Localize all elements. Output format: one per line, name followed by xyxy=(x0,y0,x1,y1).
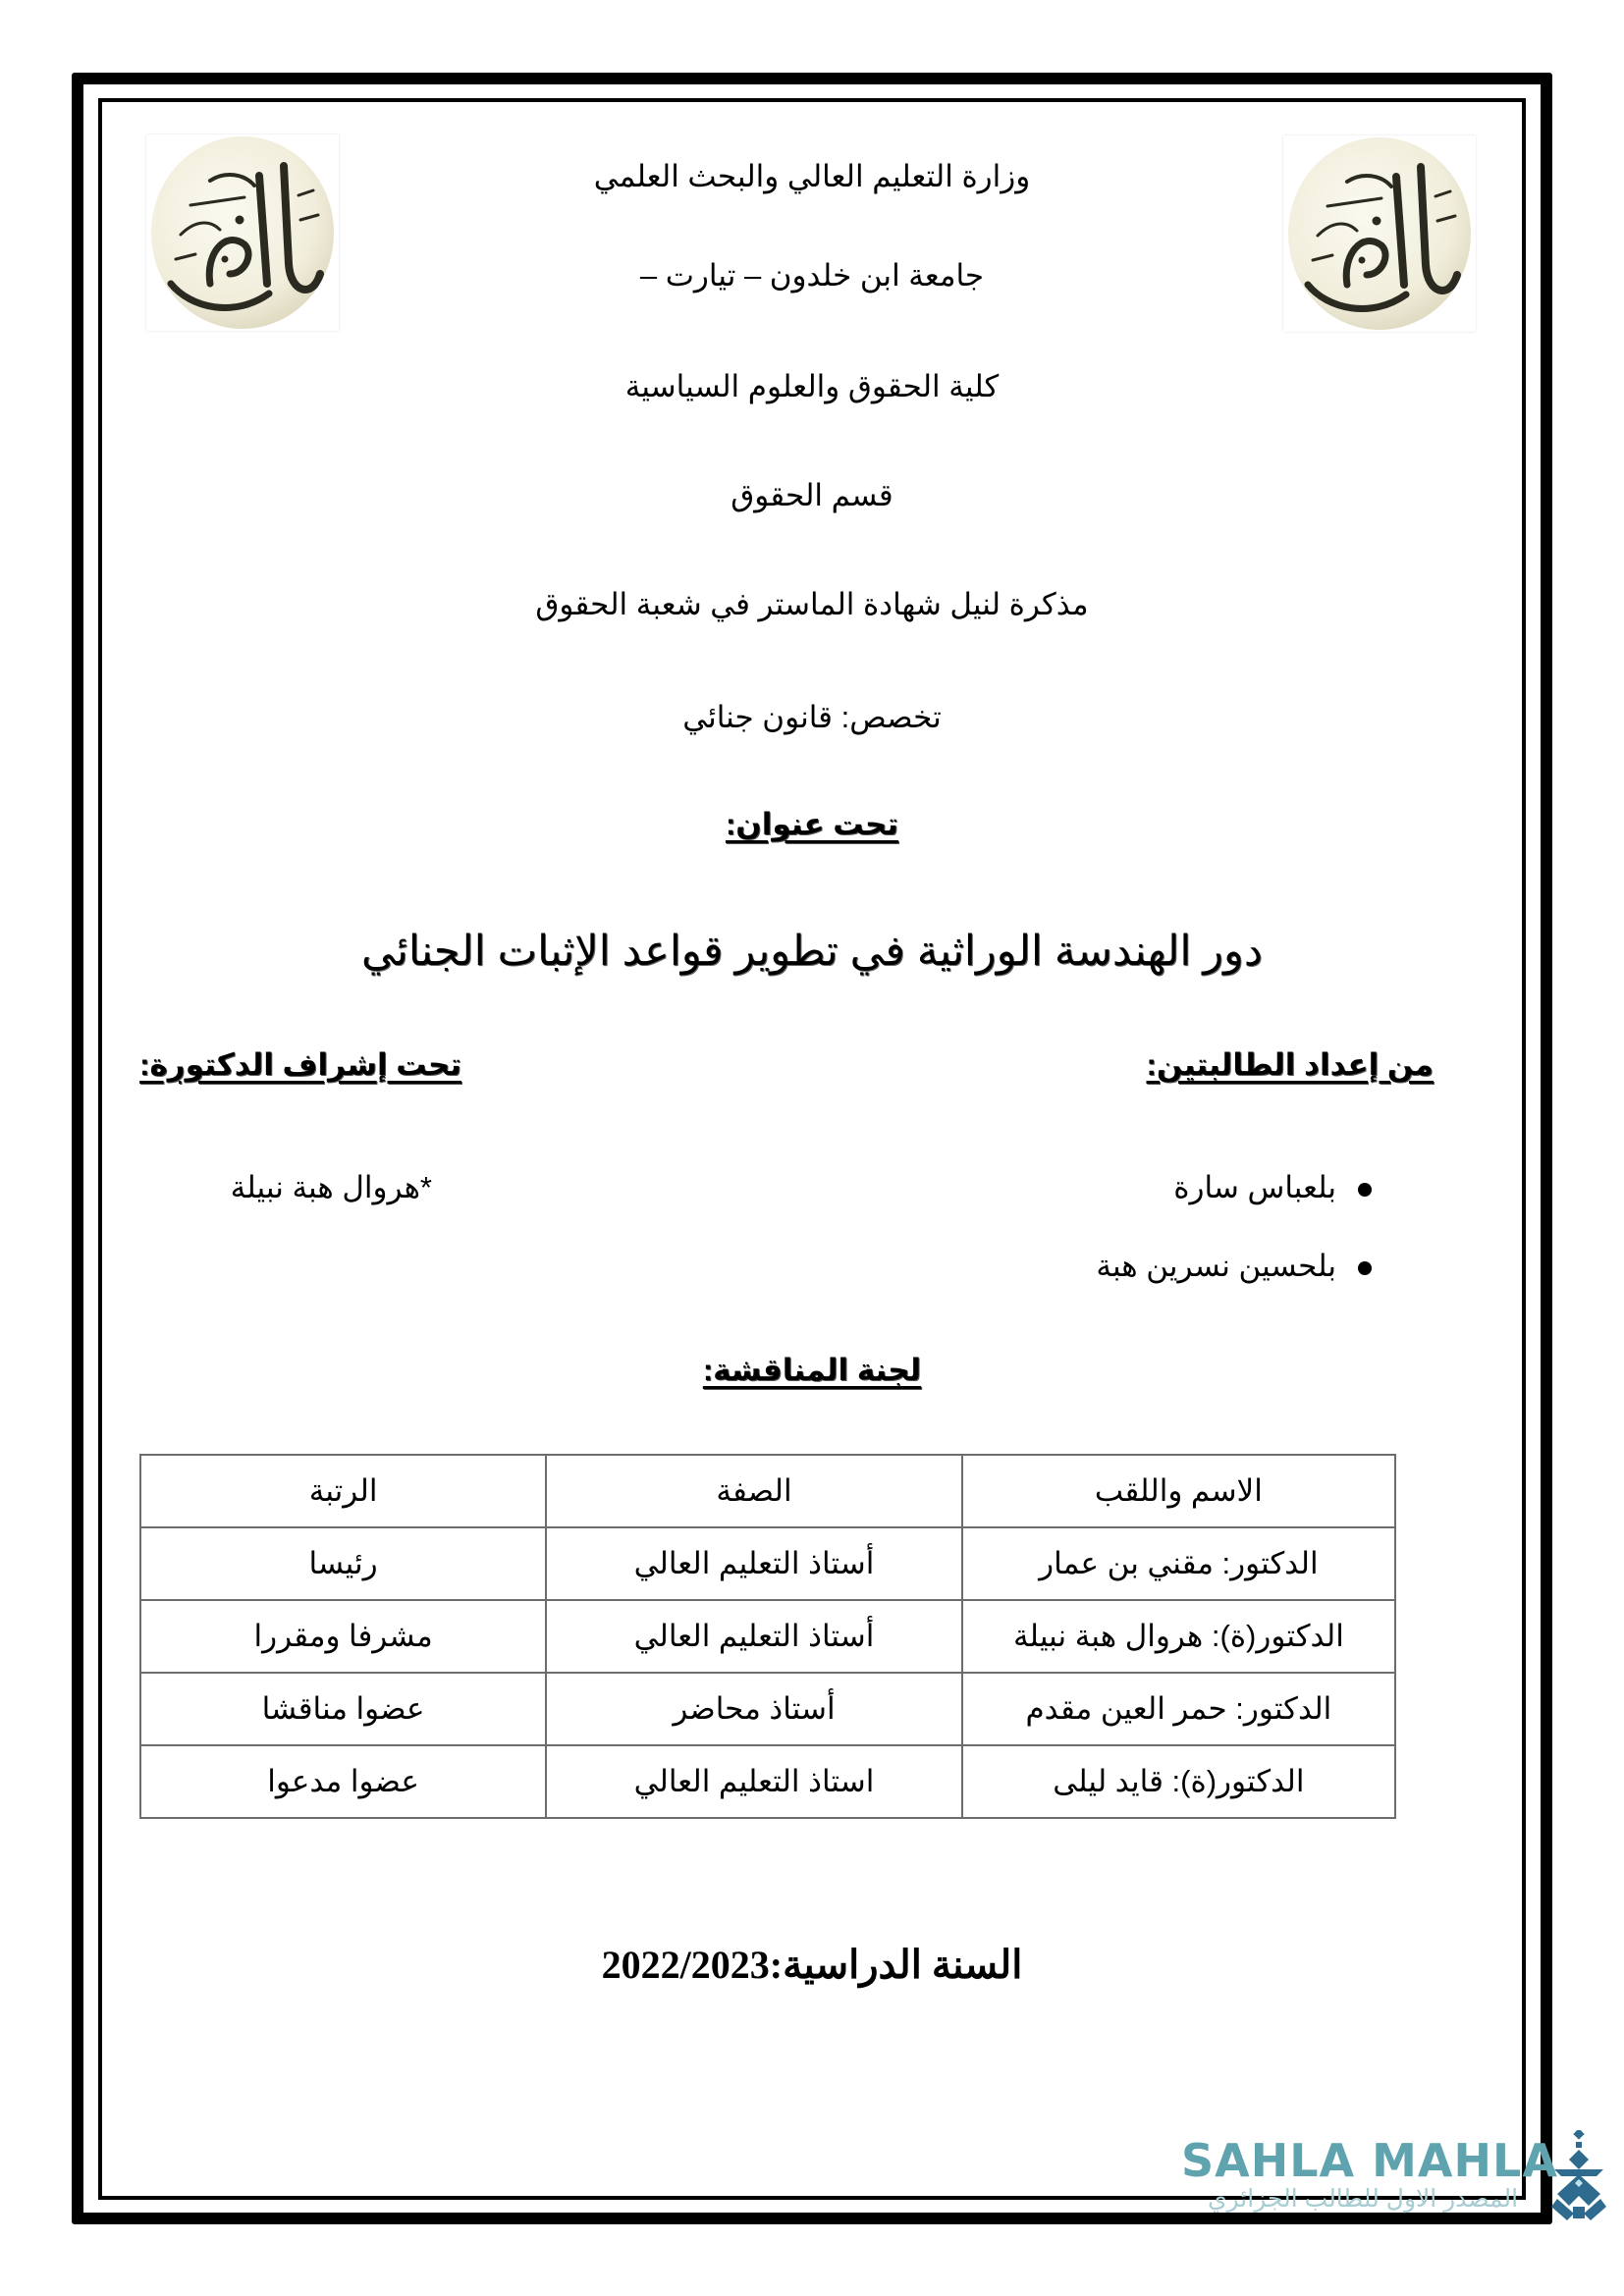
member-rank: مشرفا ومقررا xyxy=(140,1600,546,1673)
member-role: أستاذ التعليم العالي xyxy=(546,1600,962,1673)
student-item xyxy=(1173,1170,1372,1205)
student-item xyxy=(1096,1249,1372,1284)
table-row xyxy=(140,1527,1395,1600)
table-header-row xyxy=(140,1455,1395,1527)
bullet-icon xyxy=(1358,1183,1372,1197)
supervisor-heading: تحت إشراف الدكتورة: xyxy=(139,1047,461,1082)
page-border-inner xyxy=(98,98,1526,2200)
member-rank: عضوا مدعوا xyxy=(140,1745,546,1818)
committee-table xyxy=(139,1454,1396,1819)
supervisor-name: *هروال هبة نبيلة xyxy=(230,1170,432,1204)
watermark-brand: SAHLA MAHLA xyxy=(1181,2134,1558,2187)
student-name: بلحسين نسرين هبة xyxy=(1096,1249,1336,1283)
column-header-rank: الرتبة xyxy=(140,1455,546,1527)
column-header-role: الصفة xyxy=(546,1455,962,1527)
student-name: بلعباس سارة xyxy=(1173,1170,1336,1204)
faculty-line: كلية الحقوق والعلوم السياسية xyxy=(624,369,1000,403)
ministry-line: وزارة التعليم العالي والبحث العلمي xyxy=(593,159,1031,193)
bullet-icon xyxy=(1358,1261,1372,1275)
member-name: الدكتور: مقني بن عمار xyxy=(962,1527,1395,1600)
column-header-name: الاسم واللقب xyxy=(962,1455,1395,1527)
member-role: أستاذ محاضر xyxy=(546,1673,962,1745)
students-heading: من إعداد الطالبتين: xyxy=(1146,1047,1434,1082)
degree-line: مذكرة لنيل شهادة الماستر في شعبة الحقوق xyxy=(535,587,1089,621)
member-rank: رئيسا xyxy=(140,1527,546,1600)
department-line: قسم الحقوق xyxy=(731,478,893,512)
university-line: جامعة ابن خلدون – تيارت – xyxy=(639,258,985,293)
member-name: الدكتور(ة): قايد ليلى xyxy=(962,1745,1395,1818)
table-row xyxy=(140,1600,1395,1673)
thesis-title: دور الهندسة الوراثية في تطوير قواعد الإثبات الجنائي xyxy=(361,928,1263,975)
member-name: الدكتور: حمر العين مقدم xyxy=(962,1673,1395,1745)
title-label: تحت عنوان: xyxy=(725,807,899,841)
watermark-tagline: المصدر الاول للطالب الجزائري xyxy=(1207,2185,1519,2213)
member-role: استاذ التعليم العالي xyxy=(546,1745,962,1818)
table-row xyxy=(140,1745,1395,1818)
table-row xyxy=(140,1673,1395,1745)
specialty-line: تخصص: قانون جنائي xyxy=(682,700,942,734)
member-name: الدكتور(ة): هروال هبة نبيلة xyxy=(962,1600,1395,1673)
sahla-mahla-logo-icon xyxy=(1549,2130,1608,2228)
committee-heading: لجنة المناقشة: xyxy=(702,1353,922,1387)
academic-year: السنة الدراسية:2022/2023 xyxy=(601,1943,1023,1987)
member-role: أستاذ التعليم العالي xyxy=(546,1527,962,1600)
member-rank: عضوا مناقشا xyxy=(140,1673,546,1745)
